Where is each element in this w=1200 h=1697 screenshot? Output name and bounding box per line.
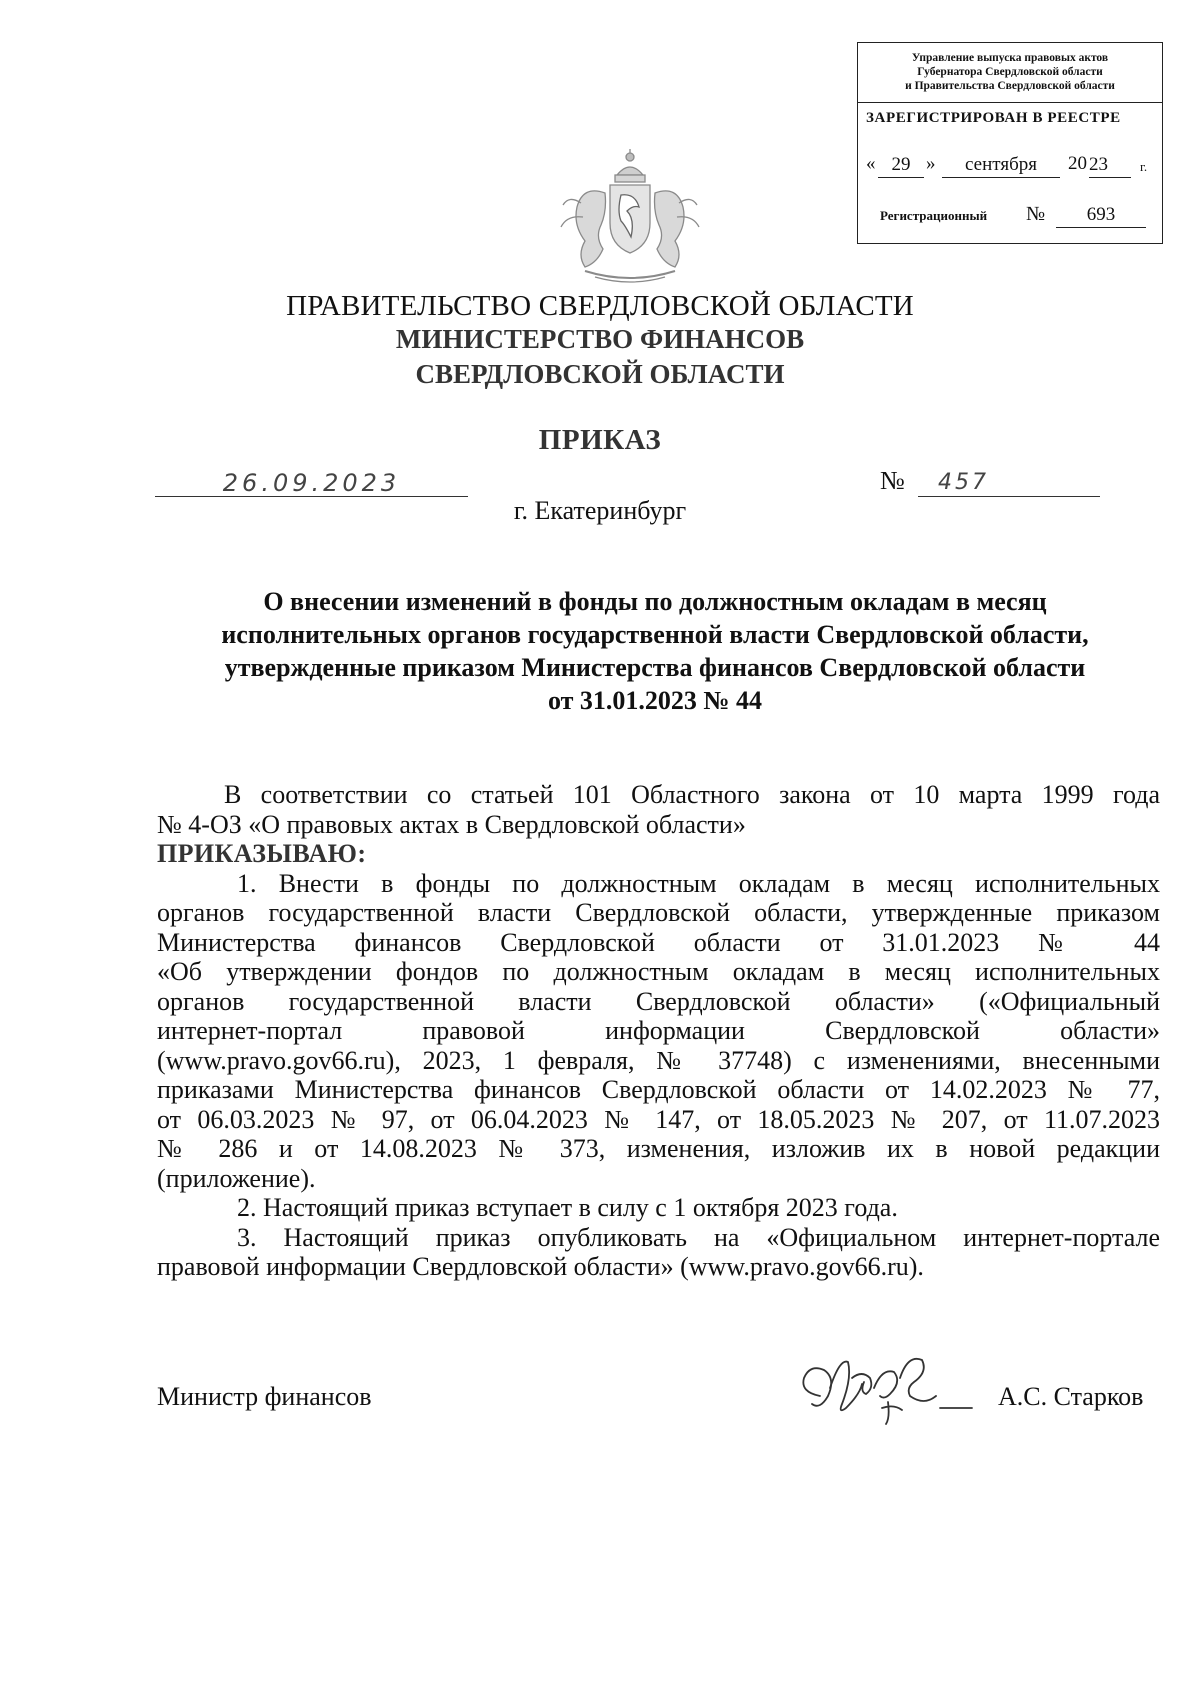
stamp-reg-no-sign: № [1026,203,1046,225]
stamp-header-line: Управление выпуска правовых актов [911,52,1109,64]
subject-line: утвержденные приказом Министерства финансов Свердловской области [224,653,1086,682]
subject-line: О внесении изменений в фонды по должностным окладам в месяц [263,587,1047,616]
stamp-day: 29 [878,153,924,178]
order-number-sign: № [880,466,905,495]
item1-line: (приложение). [157,1163,316,1193]
subject-line: исполнительных органов государственной власти Свердловской области, [221,620,1089,649]
stamp-year-prefix: 20 [1068,153,1087,174]
document-type: ПРИКАЗ [538,424,662,456]
stamp-header-line: Губернатора Свердловской области [917,66,1103,78]
item1-line: органов государственной власти Свердловской области» («Официальный [157,986,1160,1016]
order-number [918,470,1100,497]
stamp-reg-label: Регистрационный [880,208,988,223]
item1-line: «Об утверждении фондов по должностным окладам в месяц исполнительных [157,957,1160,986]
stamp-year-abbr: г. [1140,159,1148,174]
stamp-title: ЗАРЕГИСТРИРОВАН В РЕЕСТРЕ [866,110,1121,126]
order-subject [150,585,1160,717]
stamp-reg-number: 693 [1056,203,1146,228]
order-body [157,780,1160,1282]
stamp-registration [880,203,1150,233]
stamp-header [858,43,1162,103]
stamp-month: сентября [942,153,1060,178]
ministry-region: СВЕРДЛОВСКОЙ ОБЛАСТИ [415,359,785,389]
preamble-line: В соответствии со статьей 101 Областного закона от 10 марта 1999 года [224,780,1160,809]
preamble-line: № 4-ОЗ «О правовых актах в Свердловской области» [157,809,746,839]
command-word: ПРИКАЗЫВАЮ: [157,839,367,868]
stamp-year-suffix: 23 [1089,153,1131,178]
item1-line: (www.pravo.gov66.ru), 2023, 1 февраля, № 37748) с изменениями, внесенными [157,1045,1160,1075]
coat-of-arms-icon [555,145,705,287]
registration-stamp [857,42,1163,244]
item1-line: Министерства финансов Свердловской области от 31.01.2023 № 44 [157,927,1160,957]
signatory-name: А.С. Старков [998,1382,1144,1411]
stamp-header-line: и Правительства Свердловской области [905,80,1115,92]
item1-line: интернет-портал правовой информации Свердловской области» [157,1016,1160,1045]
subject-line: от 31.01.2023 № 44 [547,686,763,715]
item1-line: приказами Министерства финансов Свердловской области от 14.02.2023 № 77, [157,1075,1160,1104]
city: г. Екатеринбург [513,496,687,525]
order-date: 26.09.2023 [155,470,468,497]
item1-line: № 286 и от 14.08.2023 № 373, изменения, изложив их в новой редакции [157,1134,1160,1163]
item1-line: от 06.03.2023 № 97, от 06.04.2023 № 147, от 18.05.2023 № 207, от 11.07.2023 [157,1104,1160,1134]
signatory-role: Министр финансов [157,1382,372,1411]
item1-line: 1. Внести в фонды по должностным окладам в месяц исполнительных [237,868,1160,898]
item3-line: правовой информации Свердловской области» (www.pravo.gov66.ru). [157,1252,924,1281]
item3-line: 3. Настоящий приказ опубликовать на «Официальном интернет-портале [237,1222,1160,1252]
item1-line: органов государственной власти Свердловской области, утвержденные приказом [157,898,1160,927]
ministry-name: МИНИСТЕРСТВО ФИНАНСОВ [395,324,805,354]
stamp-close-quote: » [926,153,936,174]
government-name: ПРАВИТЕЛЬСТВО СВЕРДЛОВСКОЙ ОБЛАСТИ [286,290,914,322]
stamp-date [866,153,1158,183]
item2-line: 2. Настоящий приказ вступает в силу с 1 октября 2023 года. [237,1193,898,1222]
handwritten-signature-icon [790,1348,980,1428]
order-number-value: 457 [938,470,989,495]
stamp-open-quote: « [866,153,876,174]
